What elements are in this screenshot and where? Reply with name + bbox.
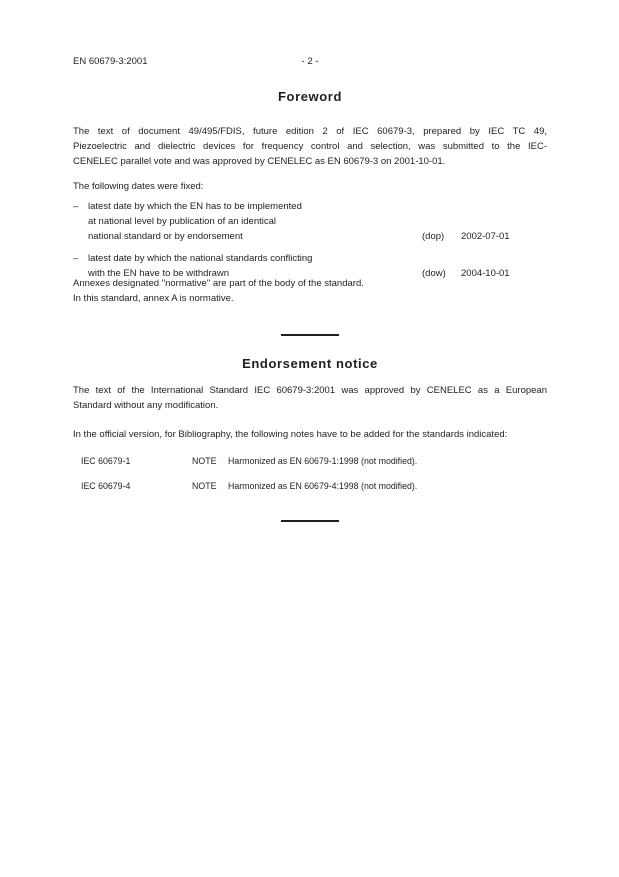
date-code-dop: (dop) bbox=[422, 231, 445, 242]
paragraph-line: The text of the International Standard IEC 60679-3:2001 was approved by CENELEC as a European bbox=[73, 385, 547, 396]
date-value-dow: 2004-10-01 bbox=[461, 268, 510, 279]
note-label: NOTE bbox=[192, 481, 217, 491]
date-list-item-dop bbox=[73, 199, 562, 244]
list-item-line: latest date by which the EN has to be implemented bbox=[88, 201, 302, 212]
standard-reference: IEC 60679-4 bbox=[81, 481, 131, 491]
standard-reference: IEC 60679-1 bbox=[81, 456, 131, 466]
paragraph-line: The text of document 49/495/FDIS, future edition 2 of IEC 60679-3, prepared by IEC TC 49, bbox=[73, 126, 547, 137]
dates-intro: The following dates were fixed: bbox=[73, 181, 204, 192]
endorsement-title: Endorsement notice bbox=[242, 356, 378, 371]
list-item-line: at national level by publication of an identical bbox=[88, 216, 277, 227]
page-header bbox=[73, 54, 547, 69]
list-item-line: with the EN have to be withdrawn bbox=[88, 268, 229, 279]
annex-note-line: Annexes designated "normative" are part of the body of the standard. bbox=[73, 278, 364, 289]
end-separator-line bbox=[281, 520, 339, 522]
note-text: Harmonized as EN 60679-1:1998 (not modified). bbox=[228, 456, 418, 466]
annex-note bbox=[73, 276, 547, 306]
list-dash-marker: – bbox=[73, 253, 79, 264]
section-separator-line bbox=[281, 334, 339, 336]
list-dash-marker: – bbox=[73, 201, 79, 212]
date-value-dop: 2002-07-01 bbox=[461, 231, 510, 242]
annex-note-line: In this standard, annex A is normative. bbox=[73, 293, 234, 304]
list-item-line: national standard or by endorsement bbox=[88, 231, 243, 242]
note-text: Harmonized as EN 60679-4:1998 (not modified). bbox=[228, 481, 418, 491]
page-number: - 2 - bbox=[301, 56, 319, 67]
foreword-paragraph bbox=[73, 124, 547, 169]
bibliography-note-row bbox=[81, 454, 547, 469]
paragraph-line: CENELEC parallel vote and was approved by CENELEC as EN 60679-3 on 2001-10-01. bbox=[73, 156, 446, 167]
foreword-title: Foreword bbox=[277, 89, 343, 104]
note-label: NOTE bbox=[192, 456, 217, 466]
bibliography-note-row bbox=[81, 479, 547, 494]
bibliography-intro: In the official version, for Bibliography, the following notes have to be added for the standards indicated: bbox=[73, 429, 508, 440]
endorsement-paragraph bbox=[73, 383, 547, 413]
document-reference: EN 60679-3:2001 bbox=[73, 56, 148, 67]
paragraph-line: Standard without any modification. bbox=[73, 400, 219, 411]
paragraph-line: Piezoelectric and dielectric devices for frequency control and selection, was submitted to the IEC- bbox=[73, 141, 547, 152]
date-code-dow: (dow) bbox=[422, 268, 446, 279]
list-item-line: latest date by which the national standards conflicting bbox=[88, 253, 313, 264]
